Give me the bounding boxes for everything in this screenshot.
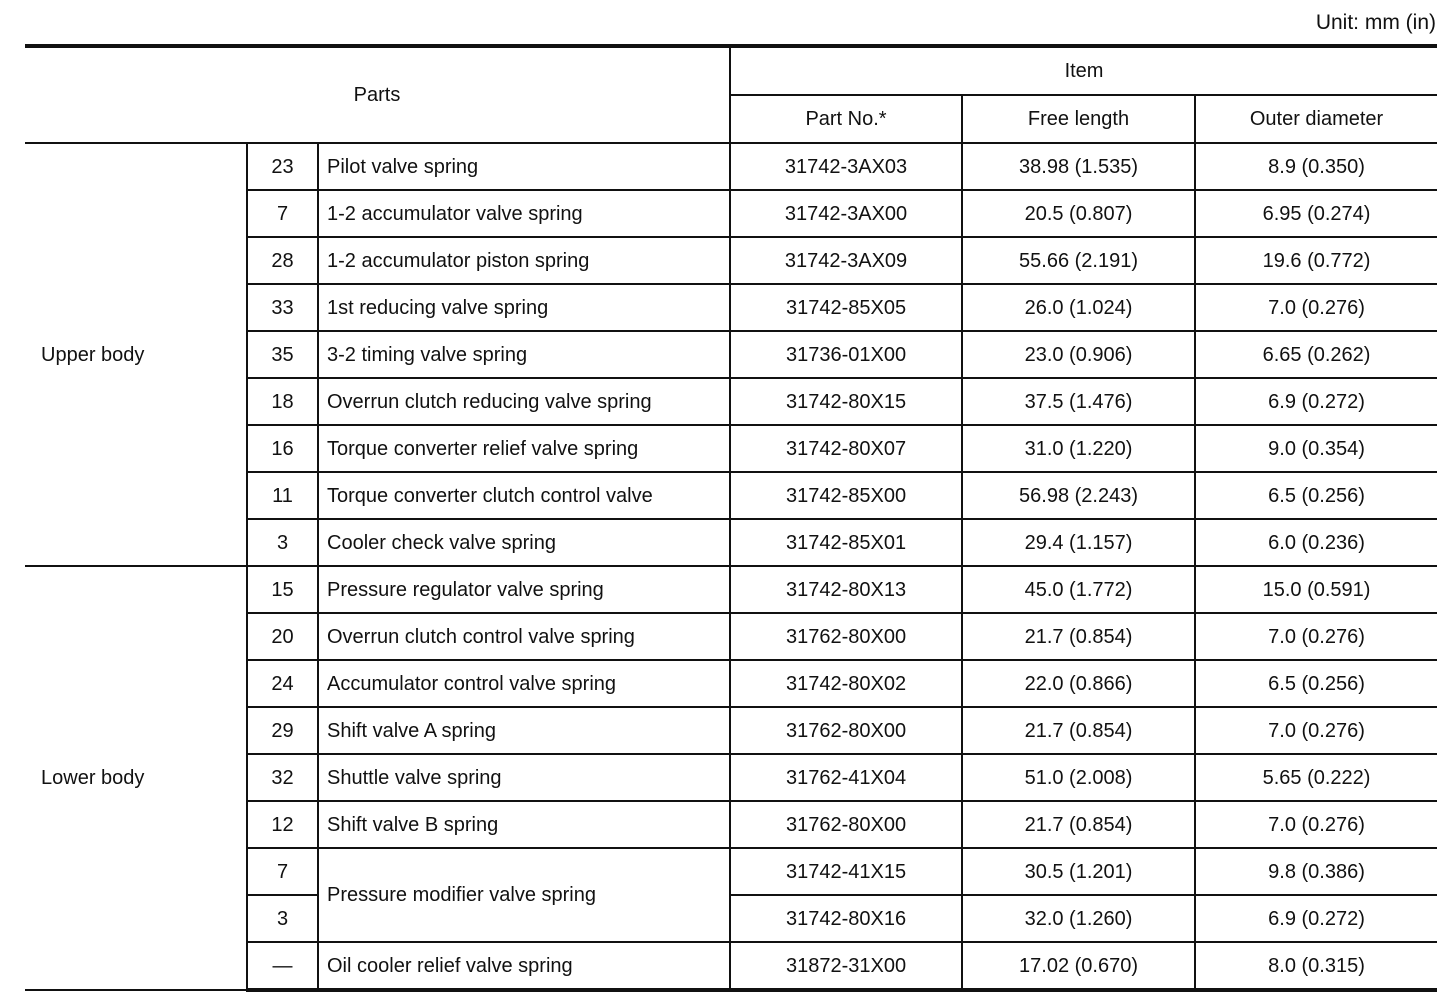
part-number: 31736-01X00 bbox=[730, 331, 962, 378]
free-length: 32.0 (1.260) bbox=[962, 895, 1195, 942]
outer-diameter: 7.0 (0.276) bbox=[1195, 801, 1437, 848]
part-name: Pressure regulator valve spring bbox=[318, 566, 730, 613]
header-item: Item bbox=[730, 46, 1437, 95]
header-outer-diameter: Outer diameter bbox=[1195, 95, 1437, 143]
outer-diameter: 5.65 (0.222) bbox=[1195, 754, 1437, 801]
unit-label: Unit: mm (in) bbox=[1315, 11, 1436, 34]
outer-diameter: 15.0 (0.591) bbox=[1195, 566, 1437, 613]
part-name: Accumulator control valve spring bbox=[318, 660, 730, 707]
free-length: 45.0 (1.772) bbox=[962, 566, 1195, 613]
item-number: 24 bbox=[247, 660, 318, 707]
outer-diameter: 8.9 (0.350) bbox=[1195, 143, 1437, 190]
part-number: 31742-80X07 bbox=[730, 425, 962, 472]
free-length: 30.5 (1.201) bbox=[962, 848, 1195, 895]
free-length: 37.5 (1.476) bbox=[962, 378, 1195, 425]
table-row bbox=[25, 566, 1437, 613]
part-name: Shift valve A spring bbox=[318, 707, 730, 754]
group-upper-body: Upper body bbox=[25, 143, 247, 566]
item-number: 3 bbox=[247, 895, 318, 942]
free-length: 51.0 (2.008) bbox=[962, 754, 1195, 801]
item-number: 7 bbox=[247, 190, 318, 237]
part-number: 31742-85X01 bbox=[730, 519, 962, 566]
part-name: Pilot valve spring bbox=[318, 143, 730, 190]
group-lower-body: Lower body bbox=[25, 566, 247, 990]
part-name: Torque converter relief valve spring bbox=[318, 425, 730, 472]
item-number: 12 bbox=[247, 801, 318, 848]
item-number: 35 bbox=[247, 331, 318, 378]
item-number: 33 bbox=[247, 284, 318, 331]
part-number: 31872-31X00 bbox=[730, 942, 962, 990]
free-length: 17.02 (0.670) bbox=[962, 942, 1195, 990]
item-number: 29 bbox=[247, 707, 318, 754]
item-number: 16 bbox=[247, 425, 318, 472]
free-length: 31.0 (1.220) bbox=[962, 425, 1195, 472]
item-number: 7 bbox=[247, 848, 318, 895]
outer-diameter: 6.5 (0.256) bbox=[1195, 660, 1437, 707]
part-number: 31742-3AX00 bbox=[730, 190, 962, 237]
outer-diameter: 6.95 (0.274) bbox=[1195, 190, 1437, 237]
part-name: 3-2 timing valve spring bbox=[318, 331, 730, 378]
part-number: 31742-3AX09 bbox=[730, 237, 962, 284]
free-length: 55.66 (2.191) bbox=[962, 237, 1195, 284]
outer-diameter: 8.0 (0.315) bbox=[1195, 942, 1437, 990]
outer-diameter: 9.8 (0.386) bbox=[1195, 848, 1437, 895]
outer-diameter: 7.0 (0.276) bbox=[1195, 613, 1437, 660]
part-number: 31742-80X13 bbox=[730, 566, 962, 613]
part-name: Overrun clutch control valve spring bbox=[318, 613, 730, 660]
header-row bbox=[25, 46, 1437, 95]
part-number: 31762-80X00 bbox=[730, 707, 962, 754]
part-name: 1st reducing valve spring bbox=[318, 284, 730, 331]
part-name: 1-2 accumulator piston spring bbox=[318, 237, 730, 284]
outer-diameter: 19.6 (0.772) bbox=[1195, 237, 1437, 284]
header-part-no: Part No.* bbox=[730, 95, 962, 143]
item-number: 20 bbox=[247, 613, 318, 660]
table-row bbox=[25, 143, 1437, 190]
part-number: 31742-80X15 bbox=[730, 378, 962, 425]
outer-diameter: 6.5 (0.256) bbox=[1195, 472, 1437, 519]
outer-diameter: 7.0 (0.276) bbox=[1195, 707, 1437, 754]
part-number: 31742-41X15 bbox=[730, 848, 962, 895]
free-length: 22.0 (0.866) bbox=[962, 660, 1195, 707]
part-name: Shift valve B spring bbox=[318, 801, 730, 848]
outer-diameter: 6.9 (0.272) bbox=[1195, 378, 1437, 425]
item-number: 32 bbox=[247, 754, 318, 801]
item-number: 28 bbox=[247, 237, 318, 284]
item-number: 18 bbox=[247, 378, 318, 425]
item-number: 23 bbox=[247, 143, 318, 190]
item-number: 11 bbox=[247, 472, 318, 519]
item-number: — bbox=[247, 942, 318, 990]
outer-diameter: 7.0 (0.276) bbox=[1195, 284, 1437, 331]
free-length: 29.4 (1.157) bbox=[962, 519, 1195, 566]
outer-diameter: 9.0 (0.354) bbox=[1195, 425, 1437, 472]
part-number: 31762-41X04 bbox=[730, 754, 962, 801]
item-number: 3 bbox=[247, 519, 318, 566]
outer-diameter: 6.9 (0.272) bbox=[1195, 895, 1437, 942]
outer-diameter: 6.65 (0.262) bbox=[1195, 331, 1437, 378]
free-length: 21.7 (0.854) bbox=[962, 613, 1195, 660]
free-length: 26.0 (1.024) bbox=[962, 284, 1195, 331]
spring-spec-table bbox=[25, 44, 1437, 992]
part-name: Shuttle valve spring bbox=[318, 754, 730, 801]
free-length: 38.98 (1.535) bbox=[962, 143, 1195, 190]
free-length: 20.5 (0.807) bbox=[962, 190, 1195, 237]
part-name: 1-2 accumulator valve spring bbox=[318, 190, 730, 237]
part-number: 31762-80X00 bbox=[730, 801, 962, 848]
free-length: 21.7 (0.854) bbox=[962, 801, 1195, 848]
part-number: 31742-3AX03 bbox=[730, 143, 962, 190]
part-name: Torque converter clutch control valve bbox=[318, 472, 730, 519]
part-number: 31742-85X00 bbox=[730, 472, 962, 519]
header-free-length: Free length bbox=[962, 95, 1195, 143]
header-parts: Parts bbox=[25, 46, 730, 143]
free-length: 21.7 (0.854) bbox=[962, 707, 1195, 754]
part-number: 31742-80X16 bbox=[730, 895, 962, 942]
part-name: Oil cooler relief valve spring bbox=[318, 942, 730, 990]
part-number: 31742-85X05 bbox=[730, 284, 962, 331]
part-name: Overrun clutch reducing valve spring bbox=[318, 378, 730, 425]
part-number: 31762-80X00 bbox=[730, 613, 962, 660]
free-length: 56.98 (2.243) bbox=[962, 472, 1195, 519]
part-number: 31742-80X02 bbox=[730, 660, 962, 707]
outer-diameter: 6.0 (0.236) bbox=[1195, 519, 1437, 566]
part-name: Pressure modifier valve spring bbox=[318, 848, 730, 942]
free-length: 23.0 (0.906) bbox=[962, 331, 1195, 378]
part-name: Cooler check valve spring bbox=[318, 519, 730, 566]
item-number: 15 bbox=[247, 566, 318, 613]
